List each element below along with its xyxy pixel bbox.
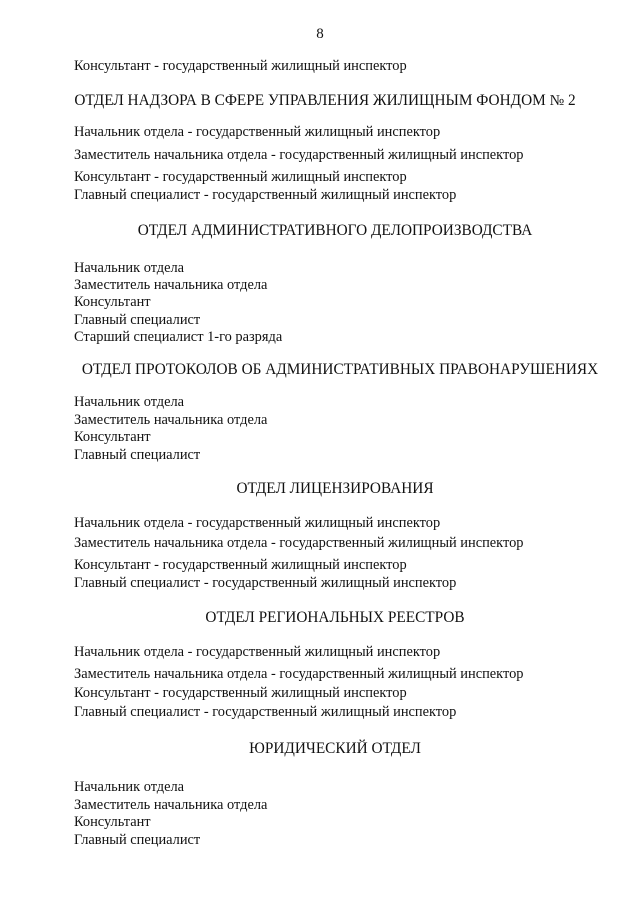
position-line: Консультант bbox=[74, 429, 151, 445]
section-heading: ОТДЕЛ ПРОТОКОЛОВ ОБ АДМИНИСТРАТИВНЫХ ПРАВОНАРУШЕНИЯХ bbox=[81, 361, 599, 378]
position-line: Главный специалист bbox=[74, 447, 201, 463]
position-line: Главный специалист - государственный жилищный инспектор bbox=[74, 575, 457, 591]
section-heading: ОТДЕЛ АДМИНИСТРАТИВНОГО ДЕЛОПРОИЗВОДСТВА bbox=[137, 222, 533, 239]
section-heading: ОТДЕЛ РЕГИОНАЛЬНЫХ РЕЕСТРОВ bbox=[205, 609, 465, 626]
position-line: Начальник отдела - государственный жилищный инспектор bbox=[74, 644, 441, 660]
position-line: Начальник отдела - государственный жилищный инспектор bbox=[74, 124, 441, 140]
position-line: Заместитель начальника отдела bbox=[74, 277, 268, 293]
section-heading: ОТДЕЛ НАДЗОРА В СФЕРЕ УПРАВЛЕНИЯ ЖИЛИЩНЫМ ФОНДОМ № 2 bbox=[74, 92, 576, 109]
page-number: 8 bbox=[316, 26, 324, 42]
position-line: Главный специалист - государственный жилищный инспектор bbox=[74, 704, 457, 720]
position-line: Заместитель начальника отдела - государственный жилищный инспектор bbox=[74, 147, 524, 163]
position-line: Начальник отдела bbox=[74, 394, 185, 410]
position-line: Консультант bbox=[74, 294, 151, 310]
position-line: Начальник отдела bbox=[74, 260, 185, 276]
position-line: Консультант - государственный жилищный инспектор bbox=[74, 169, 407, 185]
position-line: Консультант bbox=[74, 814, 151, 830]
position-line: Начальник отдела - государственный жилищный инспектор bbox=[74, 515, 441, 531]
position-line: Заместитель начальника отдела - государственный жилищный инспектор bbox=[74, 535, 524, 551]
position-line: Консультант - государственный жилищный инспектор bbox=[74, 685, 407, 701]
position-line: Старший специалист 1-го разряда bbox=[74, 329, 283, 345]
section-heading: ОТДЕЛ ЛИЦЕНЗИРОВАНИЯ bbox=[236, 480, 434, 497]
position-line: Консультант - государственный жилищный инспектор bbox=[74, 557, 407, 573]
section-heading: ЮРИДИЧЕСКИЙ ОТДЕЛ bbox=[249, 740, 421, 757]
position-line: Заместитель начальника отдела bbox=[74, 797, 268, 813]
position-line: Начальник отдела bbox=[74, 779, 185, 795]
position-line: Главный специалист - государственный жилищный инспектор bbox=[74, 187, 457, 203]
position-line: Главный специалист bbox=[74, 832, 201, 848]
position-line: Заместитель начальника отдела - государственный жилищный инспектор bbox=[74, 666, 524, 682]
position-line: Главный специалист bbox=[74, 312, 201, 328]
position-line: Заместитель начальника отдела bbox=[74, 412, 268, 428]
position-line: Консультант - государственный жилищный инспектор bbox=[74, 58, 407, 74]
